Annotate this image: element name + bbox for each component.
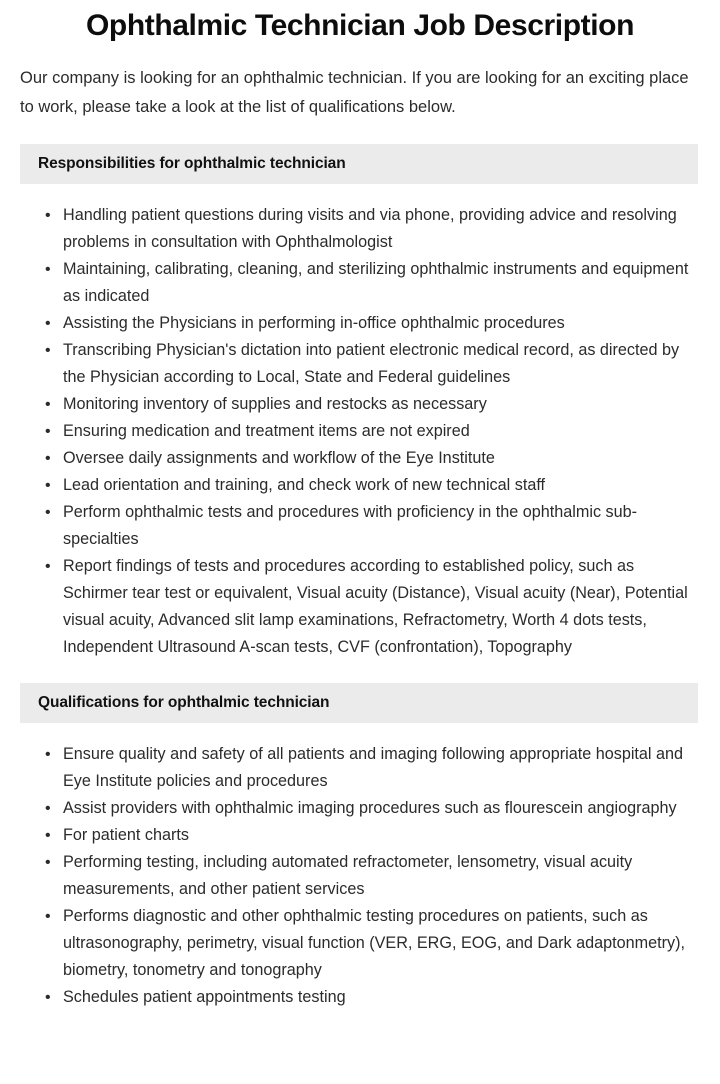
list-item-text: Assist providers with ophthalmic imaging procedures such as flourescein angiography bbox=[63, 799, 677, 817]
list-item bbox=[45, 741, 696, 795]
intro-paragraph: Our company is looking for an ophthalmic technician. If you are looking for an exciting place to work, please take a look at the list of qualifications below. bbox=[20, 69, 689, 116]
list-item-text: Maintaining, calibrating, cleaning, and sterilizing ophthalmic instruments and equipment as indicated bbox=[63, 260, 689, 305]
bullet-icon: • bbox=[45, 908, 51, 925]
bullet-icon: • bbox=[45, 396, 51, 413]
bullet-icon: • bbox=[45, 207, 51, 224]
list-item-text: Schedules patient appointments testing bbox=[63, 988, 346, 1006]
list-item bbox=[45, 202, 696, 256]
bullet-icon: • bbox=[45, 800, 51, 817]
section-heading-label: Qualifications for ophthalmic technician bbox=[38, 694, 330, 711]
bullet-icon: • bbox=[45, 342, 51, 359]
list-item-text: Performs diagnostic and other ophthalmic testing procedures on patients, such as ultrasonography, perimetry, visual function (VER, ERG, EOG, and Dark adaptonmetry), biometry, tonometry and tonography bbox=[63, 907, 685, 979]
list-item bbox=[45, 418, 696, 445]
list-item bbox=[45, 391, 696, 418]
list-item bbox=[45, 310, 696, 337]
list-item-text: Ensuring medication and treatment items are not expired bbox=[63, 422, 470, 440]
list-item bbox=[45, 445, 696, 472]
section-header-responsibilities bbox=[20, 144, 698, 184]
list-item-text: Ensure quality and safety of all patients and imaging following appropriate hospital and Eye Institute policies and procedures bbox=[63, 745, 684, 790]
list-item-text: For patient charts bbox=[63, 826, 189, 844]
bullet-icon: • bbox=[45, 261, 51, 278]
section-heading-label: Responsibilities for ophthalmic technician bbox=[38, 155, 346, 172]
bullet-icon: • bbox=[45, 827, 51, 844]
bullet-icon: • bbox=[45, 989, 51, 1006]
list-item-text: Perform ophthalmic tests and procedures with proficiency in the ophthalmic sub-specialties bbox=[63, 503, 638, 548]
page-bottom-spacer bbox=[0, 1011, 720, 1027]
list-item bbox=[45, 499, 696, 553]
responsibilities-list bbox=[0, 184, 720, 661]
bullet-icon: • bbox=[45, 423, 51, 440]
list-item bbox=[45, 903, 696, 984]
qualifications-list bbox=[0, 723, 720, 1011]
list-item-text: Monitoring inventory of supplies and restocks as necessary bbox=[63, 395, 487, 413]
list-item-text: Report findings of tests and procedures according to established policy, such as Schirmer tear test or equivalent, Visual acuity (Distance), Visual acuity (Near), Potential visual acuity, Advanced slit lamp examinations, Refractometry, Worth 4 dots tests, Independent Ultrasound A-scan tests, CVF (confrontation), Topography bbox=[63, 557, 688, 656]
list-item bbox=[45, 849, 696, 903]
section-header-qualifications bbox=[20, 683, 698, 723]
bullet-icon: • bbox=[45, 746, 51, 763]
list-item-text: Oversee daily assignments and workflow of the Eye Institute bbox=[63, 449, 495, 467]
list-item-text: Handling patient questions during visits and via phone, providing advice and resolving problems in consultation with Ophthalmologist bbox=[63, 206, 677, 251]
list-item-text: Transcribing Physician's dictation into patient electronic medical record, as directed by the Physician according to Local, State and Federal guidelines bbox=[63, 341, 680, 386]
list-item bbox=[45, 472, 696, 499]
bullet-icon: • bbox=[45, 477, 51, 494]
bullet-icon: • bbox=[45, 450, 51, 467]
bullet-icon: • bbox=[45, 854, 51, 871]
page-title: Ophthalmic Technician Job Description bbox=[85, 9, 635, 42]
bullet-icon: • bbox=[45, 558, 51, 575]
list-item-text: Lead orientation and training, and check work of new technical staff bbox=[63, 476, 546, 494]
list-item bbox=[45, 337, 696, 391]
list-item-text: Assisting the Physicians in performing in-office ophthalmic procedures bbox=[63, 314, 565, 332]
list-item-text: Performing testing, including automated refractometer, lensometry, visual acuity measurements, and other patient services bbox=[63, 853, 633, 898]
list-item bbox=[45, 795, 696, 822]
bullet-icon: • bbox=[45, 504, 51, 521]
list-item bbox=[45, 822, 696, 849]
section-responsibilities bbox=[0, 144, 720, 661]
list-item bbox=[45, 553, 696, 661]
bullet-icon: • bbox=[45, 315, 51, 332]
list-item bbox=[45, 256, 696, 310]
list-item bbox=[45, 984, 696, 1011]
section-qualifications bbox=[0, 683, 720, 1011]
